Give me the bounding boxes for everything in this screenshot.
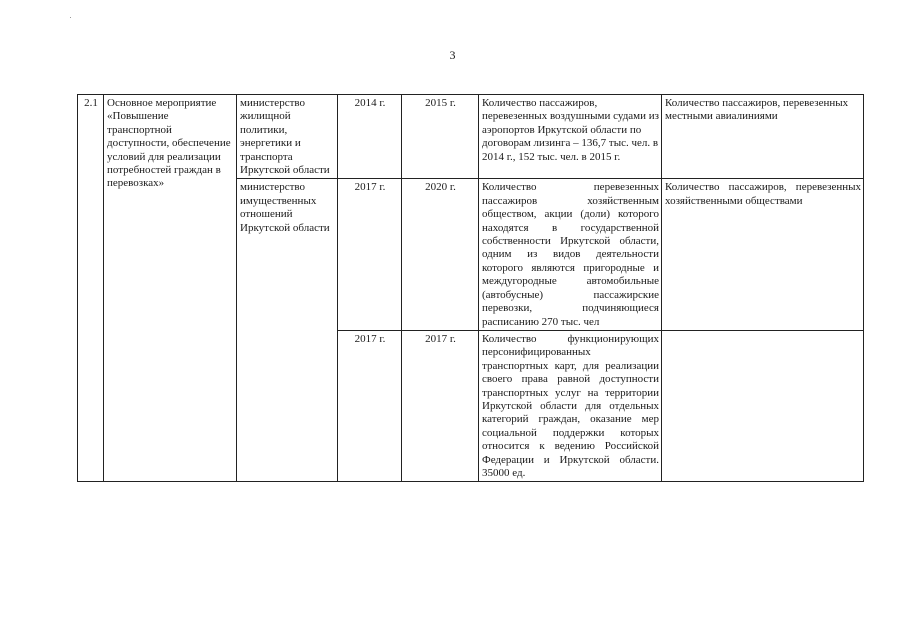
- end-year-cell: 2020 г.: [402, 179, 479, 330]
- indicator-cell: Количество пассажиров, перевезенных местными авиалиниями: [662, 95, 864, 179]
- start-year-cell: 2017 г.: [338, 179, 402, 330]
- result-cell: Количество функционирующих персонифицированных транспортных карт, для реализации своего права равной доступности транспортных услуг на территории Иркутской области для отдельных категорий граждан, оказание мер социальной поддержки которых относится к ведению Российской Федерации и Иркутской области. 35000 ед.: [479, 330, 662, 481]
- event-cell: Основное мероприятие «Повышение транспортной доступности, обеспечение условий для реализации потребностей граждан в перевозках»: [104, 95, 237, 482]
- program-table: [77, 94, 864, 482]
- result-cell: Количество перевезенных пассажиров хозяйственным обществом, акции (доли) которого находятся в государственной собственности Иркутской области, одним из видов деятельности которого являются пригородные и междугородные автомобильные (автобусные) пассажирские перевозки, подчиняющиеся расписанию 270 тыс. чел: [479, 179, 662, 330]
- start-year-cell: 2017 г.: [338, 330, 402, 481]
- executor-cell: министерство жилищной политики, энергетики и транспорта Иркутской области: [237, 95, 338, 179]
- end-year-cell: 2015 г.: [402, 95, 479, 179]
- executor-cell: министерство имущественных отношений Иркутской области: [237, 179, 338, 482]
- row-number-cell: 2.1: [78, 95, 104, 482]
- indicator-cell: [662, 330, 864, 481]
- table-row: [78, 95, 864, 179]
- page-number: 3: [449, 48, 456, 62]
- result-cell: Количество пассажиров, перевезенных воздушными судами из аэропортов Иркутской области по договорам лизинга – 136,7 тыс. чел. в 2014 г., 152 тыс. чел. в 2015 г.: [479, 95, 662, 179]
- end-year-cell: 2017 г.: [402, 330, 479, 481]
- start-year-cell: 2014 г.: [338, 95, 402, 179]
- scan-speck: [70, 17, 71, 18]
- indicator-cell: Количество пассажиров, перевезенных хозяйственными обществами: [662, 179, 864, 330]
